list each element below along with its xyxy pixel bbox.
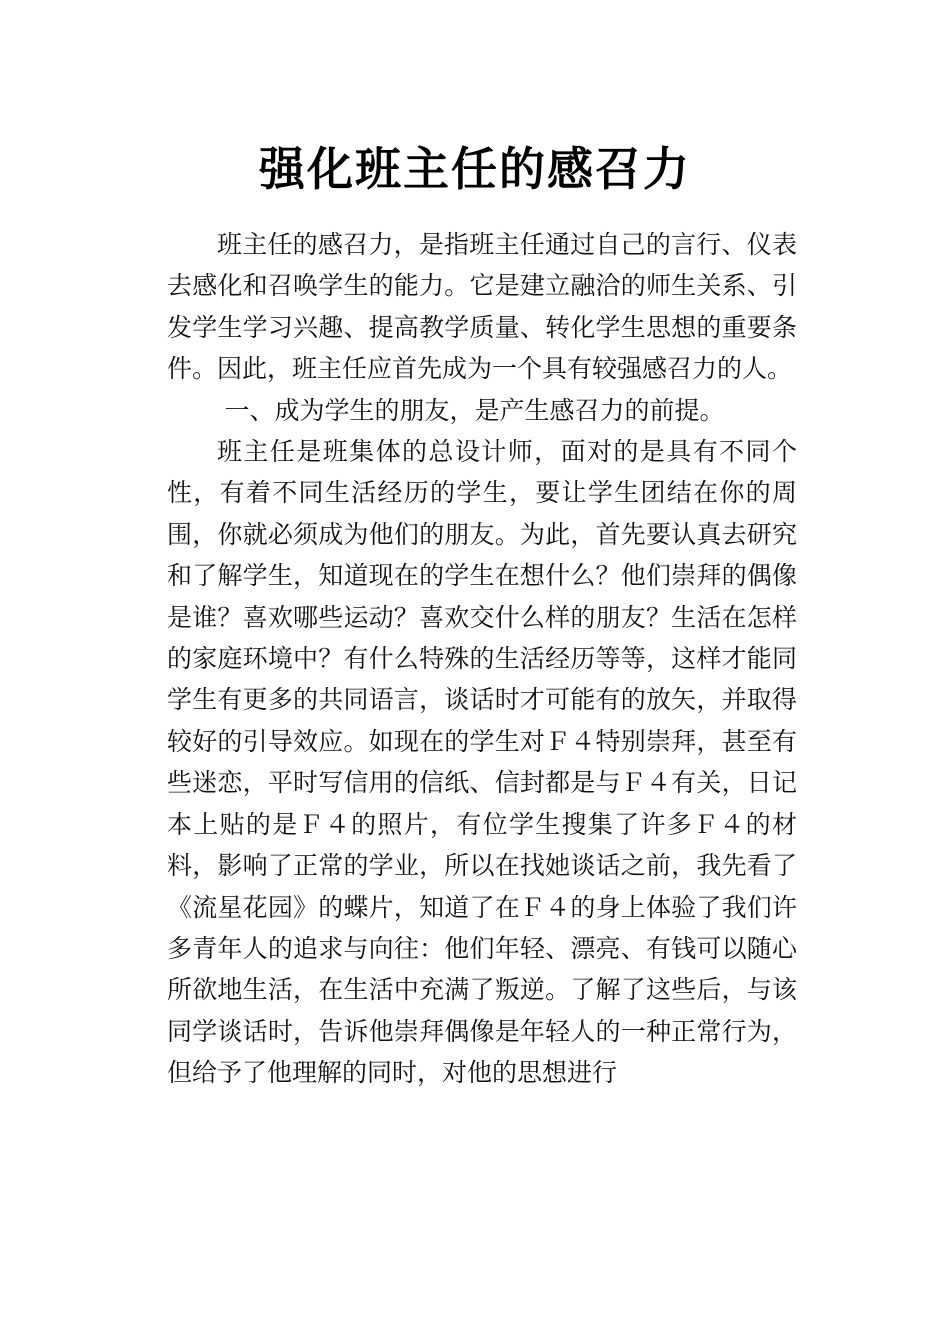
document-body <box>167 224 797 1094</box>
paragraph-intro: 班主任的感召力，是指班主任通过自己的言行、仪表去感化和召唤学生的能力。它是建立融洽的师生关系、引发学生学习兴趣、提高教学质量、转化学生思想的重要条件。因此，班主任应首先成为一个具有较强感召力的人。 <box>167 230 797 384</box>
document-title: 强化班主任的感召力 <box>259 142 691 196</box>
paragraph-section-1: 班主任是班集体的总设计师，面对的是具有不同个性，有着不同生活经历的学生，要让学生团结在你的周围，你就必须成为他们的朋友。为此，首先要认真去研究和了解学生，知道现在的学生在想什么？他们崇拜的偶像是谁？喜欢哪些运动？喜欢交什么样的朋友？生活在怎样的家庭环境中？有什么特殊的生活经历等等，这样才能同学生有更多的共同语言，谈话时才可能有的放矢，并取得较好的引导效应。如现在的学生对Ｆ４特别崇拜，甚至有些迷恋，平时写信用的信纸、信封都是与Ｆ４有关，日记本上贴的是Ｆ４的照片，有位学生搜集了许多Ｆ４的材料，影响了正常的学业，所以在找她谈话之前，我先看了《流星花园》的蝶片，知道了在Ｆ４的身上体验了我们许多青年人的追求与向往：他们年轻、漂亮、有钱可以随心所欲地生活，在生活中充满了叛逆。了解了这些后，与该同学谈话时，告诉他崇拜偶像是年轻人的一种正常行为，但给予了他理解的同时，对他的思想进行 <box>167 437 797 1088</box>
section-heading-1: 一、成为学生的朋友，是产生感召力的前提。 <box>224 395 725 425</box>
